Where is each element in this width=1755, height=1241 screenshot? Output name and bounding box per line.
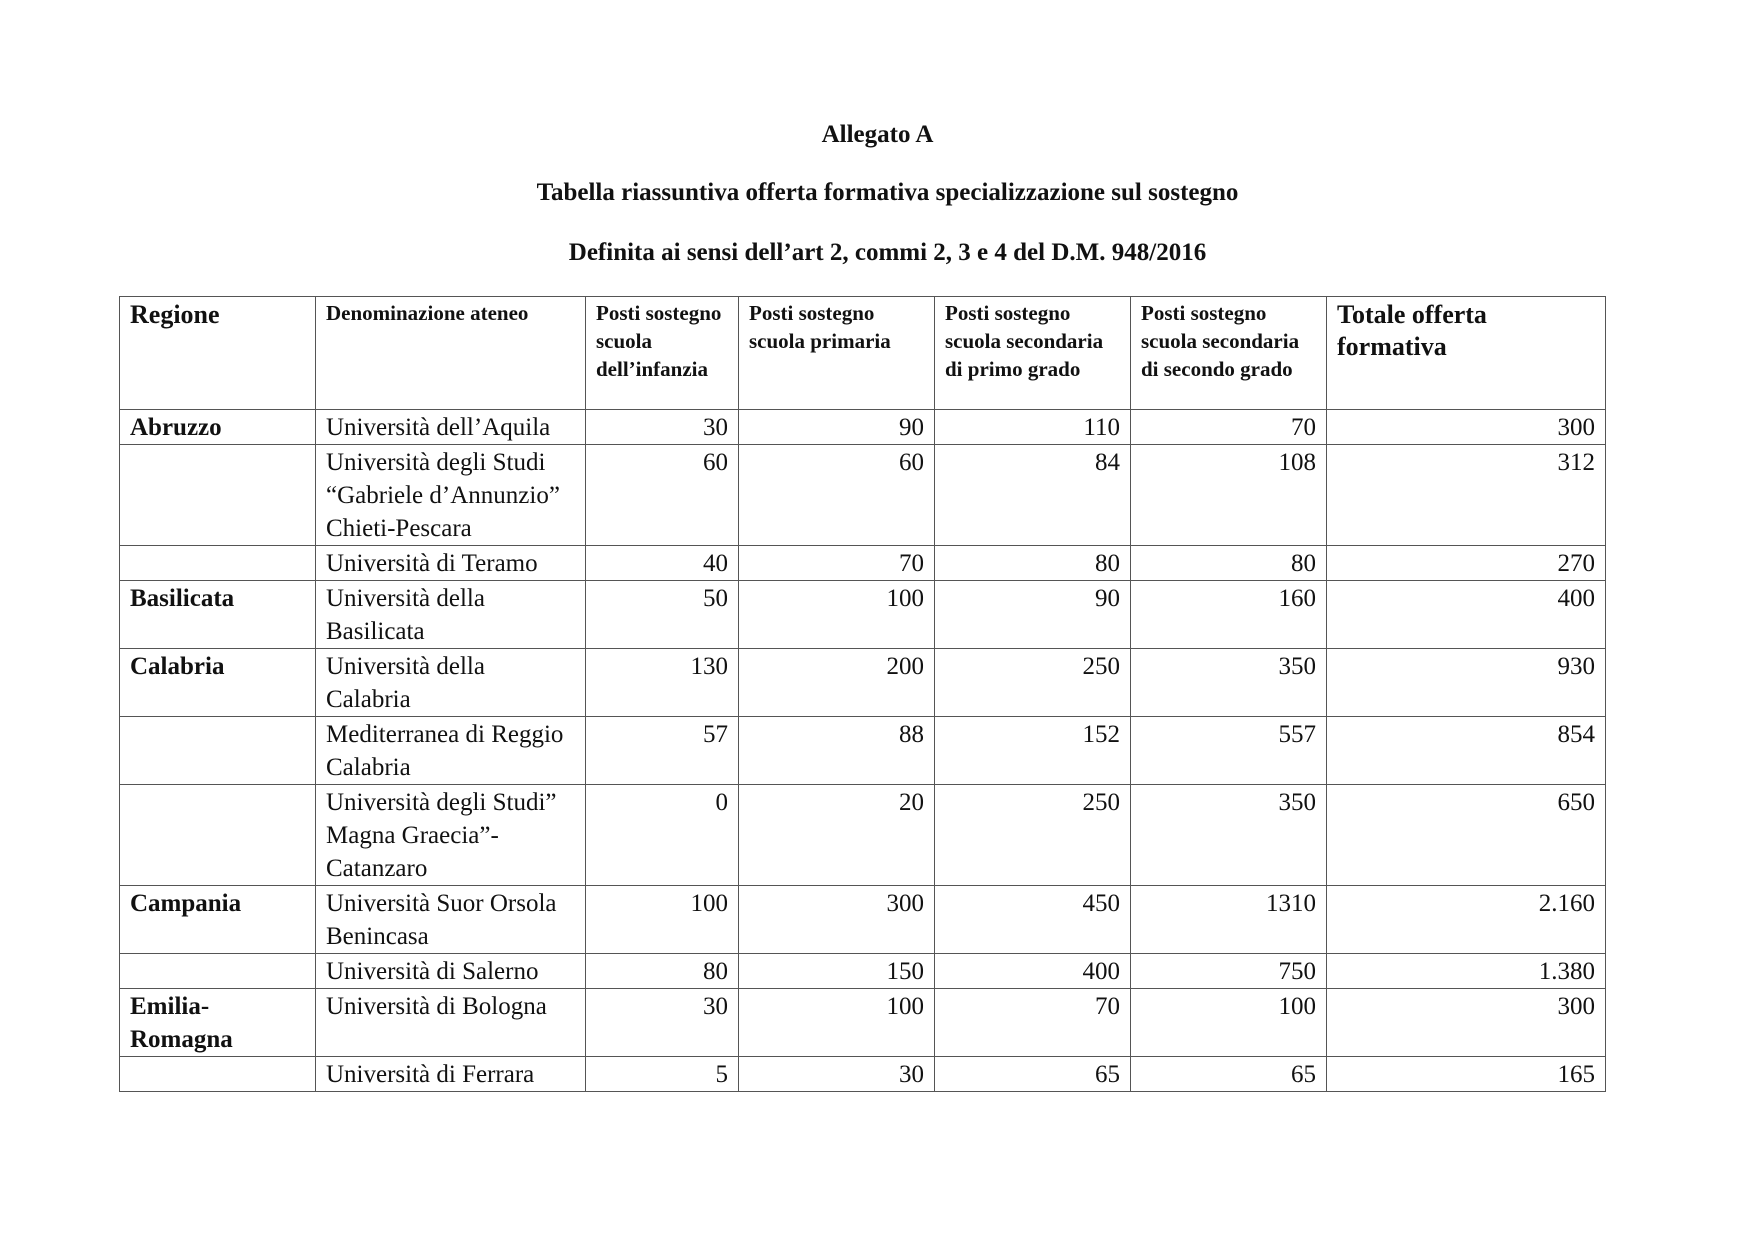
cell-infanzia: 30 [586,410,739,445]
cell-infanzia: 5 [586,1057,739,1092]
cell-totale: 300 [1327,989,1606,1057]
cell-secondaria-secondo: 350 [1131,785,1327,886]
cell-region [120,1057,316,1092]
header-regione: Regione [120,297,316,410]
cell-secondaria-primo: 70 [935,989,1131,1057]
cell-primaria: 70 [739,546,935,581]
cell-secondaria-secondo: 80 [1131,546,1327,581]
cell-secondaria-primo: 250 [935,649,1131,717]
cell-ateneo: Mediterranea di Reggio Calabria [316,717,586,785]
cell-secondaria-primo: 65 [935,1057,1131,1092]
cell-ateneo: Università dell’Aquila [316,410,586,445]
cell-totale: 650 [1327,785,1606,886]
cell-totale: 930 [1327,649,1606,717]
cell-ateneo: Università della Basilicata [316,581,586,649]
table-row [120,954,1606,989]
table-row [120,649,1606,717]
cell-totale: 2.160 [1327,886,1606,954]
cell-infanzia: 0 [586,785,739,886]
cell-secondaria-secondo: 100 [1131,989,1327,1057]
cell-totale: 400 [1327,581,1606,649]
cell-primaria: 88 [739,717,935,785]
cell-region: Emilia-Romagna [120,989,316,1057]
cell-region: Abruzzo [120,410,316,445]
document-subtitle: Tabella riassuntiva offerta formativa specializzazione sul sostegno [536,179,1239,206]
cell-totale: 1.380 [1327,954,1606,989]
cell-secondaria-secondo: 350 [1131,649,1327,717]
cell-infanzia: 50 [586,581,739,649]
cell-ateneo: Università degli Studi” Magna Graecia”-Catanzaro [316,785,586,886]
cell-primaria: 60 [739,445,935,546]
cell-region [120,954,316,989]
cell-infanzia: 60 [586,445,739,546]
cell-secondaria-secondo: 557 [1131,717,1327,785]
cell-secondaria-secondo: 70 [1131,410,1327,445]
header-primaria: Posti sostegno scuola primaria [739,297,935,410]
cell-primaria: 100 [739,989,935,1057]
cell-ateneo: Università Suor Orsola Benincasa [316,886,586,954]
cell-region [120,785,316,886]
cell-totale: 854 [1327,717,1606,785]
cell-secondaria-secondo: 108 [1131,445,1327,546]
cell-secondaria-primo: 80 [935,546,1131,581]
cell-totale: 270 [1327,546,1606,581]
header-infanzia: Posti sostegno scuola dell’infanzia [586,297,739,410]
header-ateneo: Denominazione ateneo [316,297,586,410]
cell-totale: 165 [1327,1057,1606,1092]
table-row [120,410,1606,445]
table-row [120,546,1606,581]
document-definition: Definita ai sensi dell’art 2, commi 2, 3 e 4 del D.M. 948/2016 [568,239,1207,266]
cell-secondaria-secondo: 65 [1131,1057,1327,1092]
header-totale: Totale offerta formativa [1327,297,1606,410]
cell-primaria: 30 [739,1057,935,1092]
cell-secondaria-secondo: 1310 [1131,886,1327,954]
cell-region [120,546,316,581]
cell-ateneo: Università di Salerno [316,954,586,989]
cell-region: Calabria [120,649,316,717]
cell-secondaria-primo: 400 [935,954,1131,989]
cell-secondaria-primo: 450 [935,886,1131,954]
cell-secondaria-primo: 110 [935,410,1131,445]
cell-primaria: 90 [739,410,935,445]
document-title: Allegato A [821,121,934,148]
offer-table [119,296,1606,1092]
cell-primaria: 20 [739,785,935,886]
table-row [120,989,1606,1057]
cell-infanzia: 40 [586,546,739,581]
cell-region [120,445,316,546]
table-header-row [120,297,1606,410]
table-row [120,581,1606,649]
table-row [120,886,1606,954]
cell-primaria: 100 [739,581,935,649]
header-secondaria-secondo: Posti sostegno scuola secondaria di secondo grado [1131,297,1327,410]
cell-primaria: 300 [739,886,935,954]
table-row [120,1057,1606,1092]
cell-primaria: 150 [739,954,935,989]
table-row [120,445,1606,546]
cell-ateneo: Università di Ferrara [316,1057,586,1092]
cell-region: Campania [120,886,316,954]
cell-infanzia: 100 [586,886,739,954]
cell-region [120,717,316,785]
cell-secondaria-primo: 84 [935,445,1131,546]
cell-secondaria-primo: 90 [935,581,1131,649]
cell-primaria: 200 [739,649,935,717]
cell-ateneo: Università di Bologna [316,989,586,1057]
cell-totale: 312 [1327,445,1606,546]
table-row [120,785,1606,886]
cell-ateneo: Università degli Studi “Gabriele d’Annunzio” Chieti-Pescara [316,445,586,546]
cell-totale: 300 [1327,410,1606,445]
cell-ateneo: Università di Teramo [316,546,586,581]
cell-infanzia: 57 [586,717,739,785]
cell-secondaria-secondo: 160 [1131,581,1327,649]
cell-region: Basilicata [120,581,316,649]
cell-infanzia: 130 [586,649,739,717]
cell-secondaria-secondo: 750 [1131,954,1327,989]
header-secondaria-primo: Posti sostegno scuola secondaria di primo grado [935,297,1131,410]
cell-ateneo: Università della Calabria [316,649,586,717]
cell-infanzia: 80 [586,954,739,989]
table-row [120,717,1606,785]
cell-secondaria-primo: 152 [935,717,1131,785]
cell-infanzia: 30 [586,989,739,1057]
cell-secondaria-primo: 250 [935,785,1131,886]
